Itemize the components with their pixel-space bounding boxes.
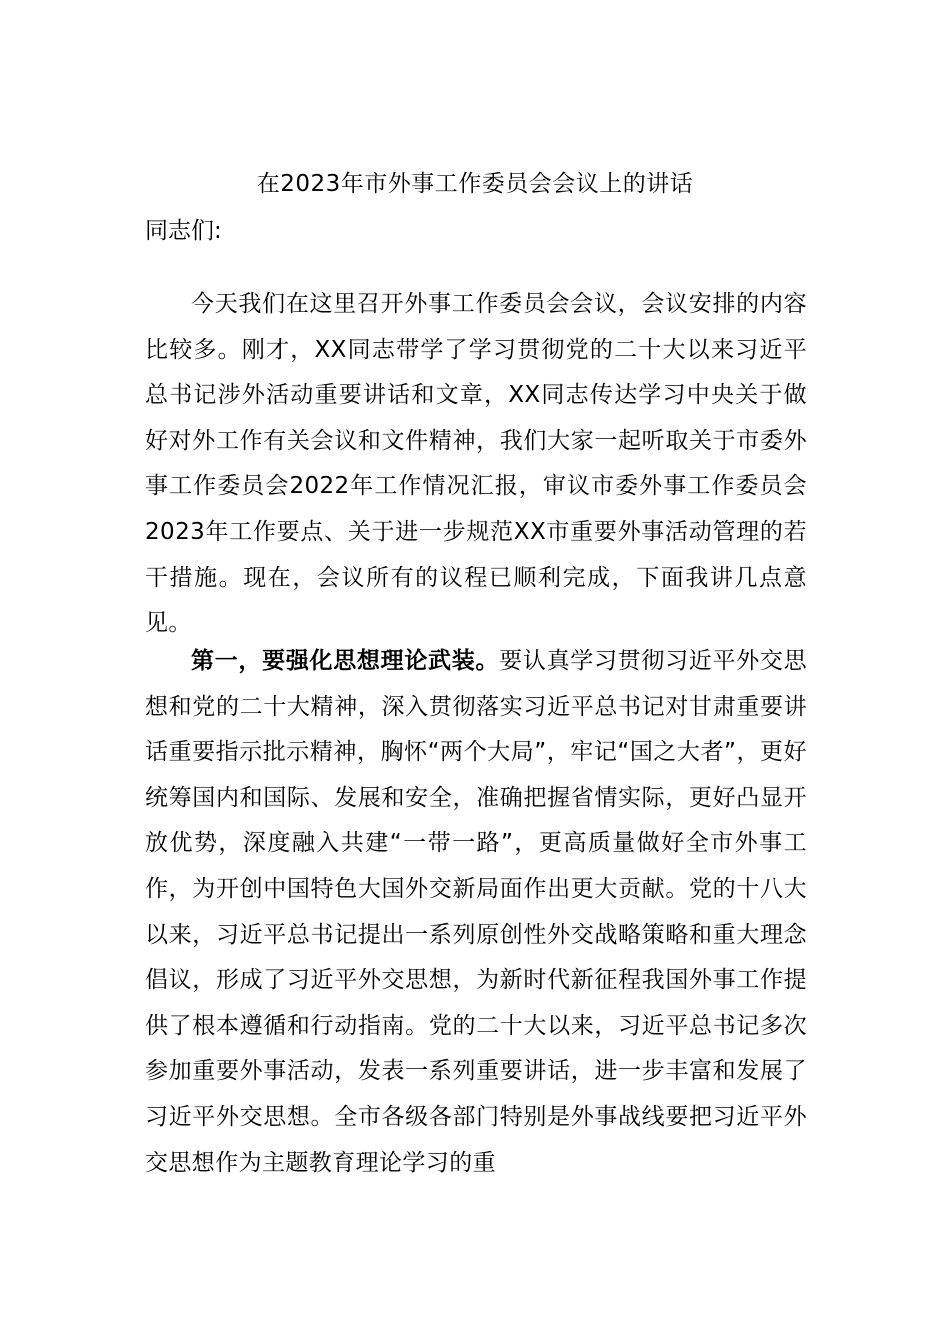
paragraph-first-point-heading: 第一，要强化思想理论武装。 <box>191 648 500 674</box>
paragraph-opening-text: 今天我们在这里召开外事工作委员会会议，会议安排的内容比较多。刚才，XX同志带学了学习贯彻党的二十大以来习近平总书记涉外活动重要讲话和文章，XX同志传达学习中央关于做好对外工作有关会议和文件精神，我们大家一起听取关于市委外事工作委员会2022年工作情况汇报，审议市委外事工作委员会2023年工作要点、关于进一步规范XX市重要外事活动管理的若干措施。现在，会议所有的议程已顺利完成，下面我讲几点意见。 <box>145 291 807 637</box>
paragraph-first-point <box>145 639 807 1186</box>
paragraph-opening <box>145 282 807 647</box>
paragraph-first-point-text: 要认真学习贯彻习近平外交思想和党的二十大精神，深入贯彻落实习近平总书记对甘肃重要讲话重要指示批示精神，胸怀“两个大局”，牢记“国之大者”，更好统筹国内和国际、发展和安全，准确把握省情实际，更好凸显开放优势，深度融入共建“一带一路”，更高质量做好全市外事工作，为开创中国特色大国外交新局面作出更大贡献。党的十八大以来，习近平总书记提出一系列原创性外交战略策略和重大理念倡议，形成了习近平外交思想，为新时代新征程我国外事工作提供了根本遵循和行动指南。党的二十大以来，习近平总书记多次参加重要外事活动，发表一系列重要讲话，进一步丰富和发展了习近平外交思想。全市各级各部门特别是外事战线要把习近平外交思想作为主题教育理论学习的重 <box>145 648 808 1176</box>
salutation: 同志们: <box>145 218 222 244</box>
speech-title: 在2023年市外事工作委员会会议上的讲话 <box>256 171 694 197</box>
